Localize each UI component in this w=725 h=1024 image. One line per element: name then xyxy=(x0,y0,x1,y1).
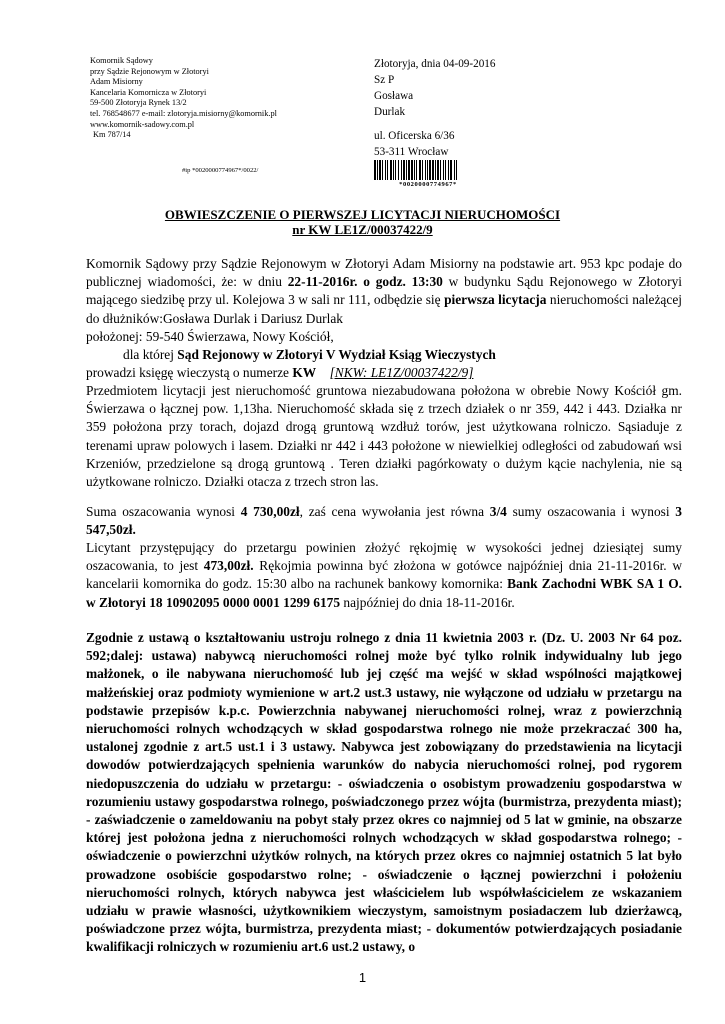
valuation-text: Suma oszacowania wynosi xyxy=(86,504,241,519)
intro-paragraph xyxy=(86,255,682,328)
property-location: położonej: 59-540 Świerzawa, Nowy Kościół, xyxy=(86,329,334,344)
recipient-line: Gosława xyxy=(374,90,414,102)
court-name: Sąd Rejonowy w Złotoryi V Wydział Ksiąg Wieczystych xyxy=(177,347,496,362)
sender-line: Kancelaria Komornicza w Złotoryi xyxy=(90,87,207,97)
sender-line: Adam Misiorny xyxy=(90,77,143,87)
deposit-text: Licytant przystępujący do przetargu powinien złożyć rękojmię w wysokości jednej dziesiątej sumy oszacowania, to jest xyxy=(86,540,682,574)
valuation-paragraph xyxy=(86,503,682,539)
valuation-amount: 4 730,00zł xyxy=(240,504,300,519)
deposit-text: Rękojmia powinna być złożona w gotówce najpóźniej dnia 21-11-2016r. w kancelarii komornika do godz. 15:30 albo na rachunek bankowy komornika: xyxy=(86,558,682,592)
sender-line: 59-500 Złotoryja Rynek 13/2 xyxy=(90,98,187,108)
barcode-text: *0020000774967* xyxy=(399,181,457,188)
call-price: 3 547,50zł. xyxy=(86,504,682,538)
valuation-text: sumy oszacowania i wynosi xyxy=(506,504,676,519)
call-fraction: 3/4 xyxy=(489,504,507,519)
sender-line: Komornik Sądowy xyxy=(90,56,153,65)
kw-label: KW xyxy=(292,365,317,380)
sender-line: przy Sądzie Rejonowym w Złotoryi xyxy=(90,66,209,76)
property-description: Przedmiotem licytacji jest nieruchomość gruntowa niezabudowana położona w obrebie Nowy Kościół gm. Świerzawa o łącznej pow. 1,13ha. Nieruchomość składa się z trzech działek o nr 359, 442 i 443. Działka nr 359 położona przy torach, dojazd drogą gruntową wzdłuż torów, jest użytkowana rolniczo. Sąsiaduje z terenami upraw polowych i lasem. Działki nr 442 i 443 położone w niewielkiej odległości od zabudowań wsi Krzeniów, przedzielone są drogą gruntową . Teren działki pagórkowaty o dużym kącie nachylenia, nie są użytkowane rolniczo. Działki otacza z trzech stron las. xyxy=(86,383,682,490)
page-number: 1 xyxy=(358,970,367,985)
kw-prefix: prowadzi księgę wieczystą o numerze xyxy=(86,365,293,380)
intro-text: w budynku Sądu Rejonowego w Złotoryi mającego siedzibę przy ul. Kolejowa 3 w sali nr 111, odbędzie się xyxy=(86,274,682,308)
intro-text: Komornik Sądowy przy Sądzie Rejonowym w Złotoryi Adam Misiorny na podstawie art. 953 kpc podaje do publicznej wiadomości, że: w dniu xyxy=(86,256,682,290)
land-register-line xyxy=(86,364,682,382)
recipient-line: Sz P xyxy=(374,74,395,86)
land-register-number: nr KW LE1Z/00037422/9 xyxy=(292,222,433,237)
sender-contact: tel. 768548677 e-mail: zlotoryja.misiorny@komornik.pl xyxy=(90,108,277,118)
document-title: OBWIESZCZENIE O PIERWSZEJ LICYTACJI NIERUCHOMOŚCI xyxy=(164,207,561,222)
sender-website: www.komornik-sadowy.com.pl xyxy=(90,119,195,129)
court-prefix: dla której xyxy=(123,347,178,362)
kw-number: [NKW: LE1Z/00037422/9] xyxy=(329,365,474,380)
auction-date: 22-11-2016r. o godz. 13:30 xyxy=(287,274,443,290)
recipient-line: Durlak xyxy=(374,106,406,118)
valuation-text: , zaś cena wywołania jest równa xyxy=(299,504,490,519)
recipient-block xyxy=(374,56,574,160)
sender-block xyxy=(90,56,335,141)
address-line: 53-311 Wrocław xyxy=(374,146,449,158)
case-number: Km 787/14 xyxy=(93,130,131,140)
court-line xyxy=(123,346,719,364)
debtors: nieruchomości należącej do dłużników:Gosława Durlak i Dariusz Durlak xyxy=(86,292,682,326)
deposit-amount: 473,00zł. xyxy=(203,558,254,574)
deposit-paragraph xyxy=(86,539,682,612)
place-date: Złotoryja, dnia 04-09-2016 xyxy=(374,58,496,70)
deposit-text: najpóźniej do dnia 18-11-2016r. xyxy=(340,594,515,610)
bank-account: Bank Zachodni WBK SA 1 O. w Złotoryi 18 10902095 0000 0001 1299 6175 xyxy=(86,576,682,610)
auction-type: pierwsza licytacja xyxy=(444,292,547,308)
reference-code: #ip *0020000774967*/0022/ xyxy=(182,167,259,174)
address-line: ul. Oficerska 6/36 xyxy=(374,130,455,142)
legal-notice: Zgodnie z ustawą o kształtowaniu ustroju rolnego z dnia 11 kwietnia 2003 r. (Dz. U. 2003 Nr 64 poz. 592;dalej: ustawa) nabywcą nieruchomości rolnej może być tylko rolnik indywidualny lub jego małżonek, o ile nabywana nieruchomość lub jej część ma wejść w skład wspólności majątkowej małżeńskiej oraz podmioty wymienione w art.2 ust.3 ustawy, nie wyłączone od udziału w przetargu na podstawie przepisów k.p.c. Powierzchnia nabywanej nieruchomości rolnej, wraz z powierzchnią nieruchomości rolnych wchodzących w skład gospodarstwa rolnego nie może przekraczać 300 ha, ustalonej zgodnie z art.5 ust.1 i 3 ustawy. Nabywca jest zobowiązany do przedstawienia na licytacji dowodów potwierdzających spełnienia warunków do nabycia nieruchomości rolnej, pod rygorem niedopuszczenia do udziału w przetargu: - oświadczenia o osobistym prowadzeniu gospodarstwa w rozumieniu ustawy gospodarstwa rolnego, poświadczonego przez wójta (burmistrza, prezydenta miast); - zaświadczenie o zameldowaniu na pobyt stały przez okres co najmniej od 5 lat w gminie, na obszarze której jest położona jedna z nieruchomości rolnych wchodzących w skład gospodarstwa rolnego; - oświadczenie o powierzchni użytków rolnych, na których przez okres co najmniej ostatnich 5 lat było prowadzone osobiście gospodarstwo rolne; - oświadczenie o łącznej powierzchni i położeniu nieruchomości rolnych, których nabywca jest właścicielem lub współwłaścicielem ze wskazaniem udziału w prawie własności, użytkownikiem wieczystym, samoistnym posiadaczem lub dzierżawcą, poświadczone przez wójta, burmistrza, prezydenta miast; - dokumentów potwierdzających posiadanie kwalifikacji rolniczych w rozumieniu art.6 ust.2 ustawy, o xyxy=(86,630,682,955)
